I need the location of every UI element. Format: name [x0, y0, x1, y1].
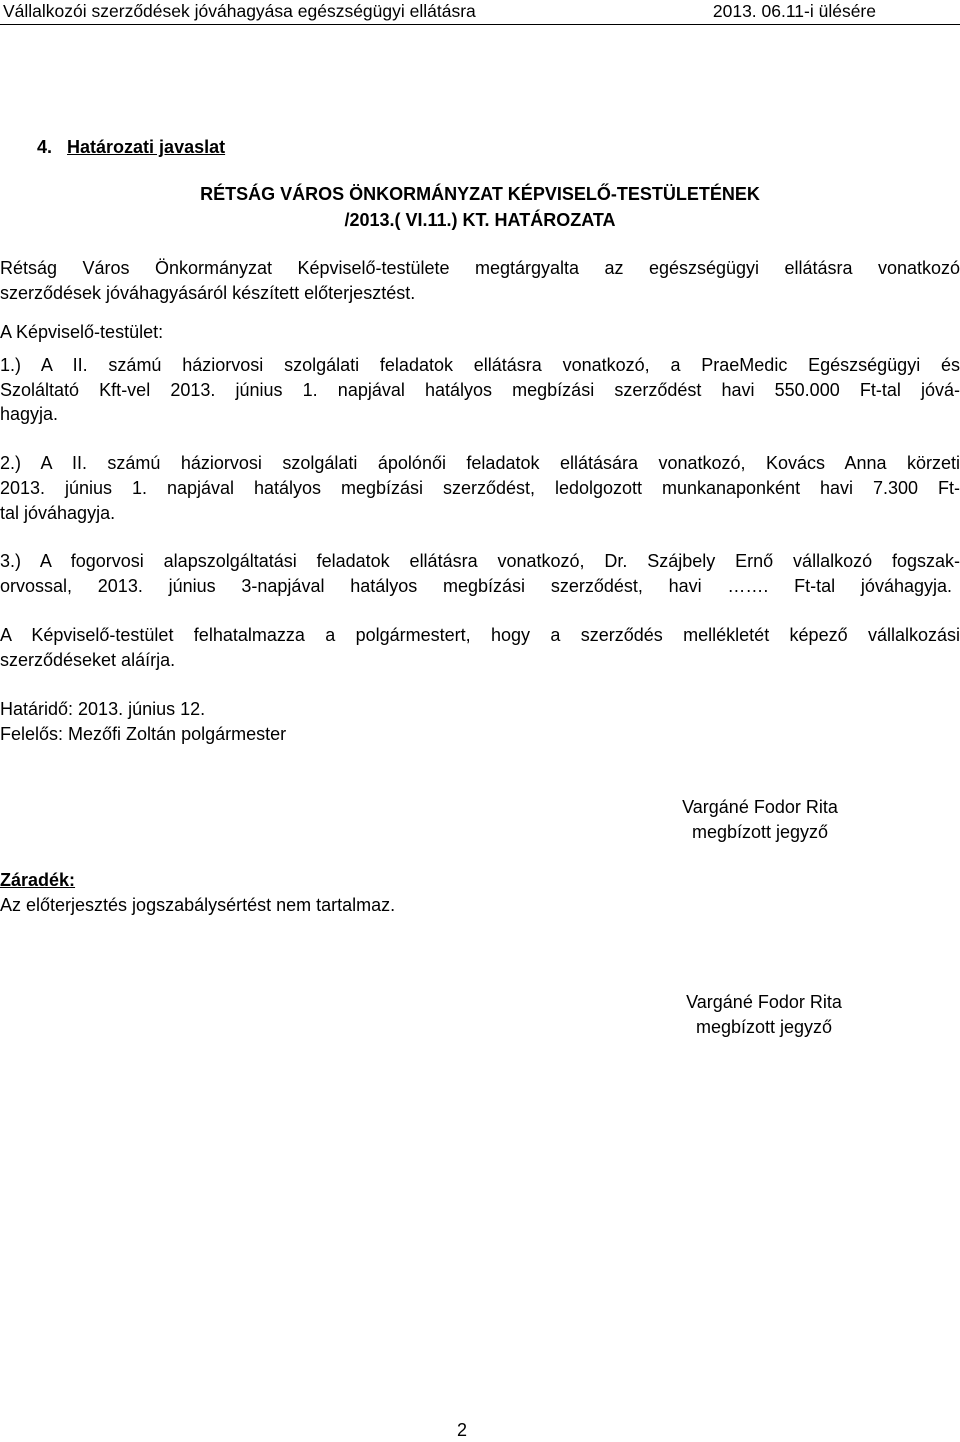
signature-1-title: megbízott jegyző — [691, 822, 829, 842]
resolution-heading-1: RÉTSÁG VÁROS ÖNKORMÁNYZAT KÉPVISELŐ-TESTÜLETÉNEK — [200, 184, 760, 204]
section-heading — [37, 137, 225, 158]
intro-line-1: Rétság Város Önkormányzat Képviselő-testülete megtárgyalta az egészségügyi ellátásra vonatkozó — [0, 258, 960, 278]
clause-text: Az előterjesztés jogszabálysértést nem tartalmaz. — [0, 895, 396, 915]
item-3-line-2: orvossal, 2013. június 3-napjával hatályos megbízási szerződést, havi ……. Ft-tal jóváhagyja. — [0, 576, 952, 596]
authorization-line-2: szerződéseket aláírja. — [0, 650, 176, 670]
council-label: A Képviselő-testület: — [0, 322, 164, 342]
signature-2-title: megbízott jegyző — [695, 1017, 833, 1037]
section-title: Határozati javaslat — [67, 137, 226, 157]
item-2-line-2: 2013. június 1. napjával hatályos megbízási szerződést, ledolgozott munkanaponként havi 7.300 Ft- — [0, 478, 960, 498]
item-1-line-3: hagyja. — [0, 404, 59, 424]
deadline: Határidő: 2013. június 12. — [0, 699, 206, 719]
item-2-line-1: 2.) A II. számú háziorvosi szolgálati ápolónői feladatok ellátására vonatkozó, Kovács Anna körzeti — [0, 453, 960, 473]
responsible-person: Felelős: Mezőfi Zoltán polgármester — [0, 724, 287, 744]
item-2-line-3: tal jóváhagyja. — [0, 503, 116, 523]
intro-line-2: szerződések jóváhagyásáról készített előterjesztést. — [0, 283, 416, 303]
resolution-heading-2: /2013.( VI.11.) KT. HATÁROZATA — [344, 210, 616, 230]
signature-1-name: Vargáné Fodor Rita — [682, 797, 838, 817]
page-number: 2 — [457, 1420, 468, 1440]
item-1-line-2: Szoláltató Kft-vel 2013. június 1. napjával hatályos megbízási szerződést havi 550.000 Ft-tal jóvá- — [0, 380, 960, 400]
section-number: 4. — [37, 137, 53, 157]
item-1-line-1: 1.) A II. számú háziorvosi szolgálati feladatok ellátásra vonatkozó, a PraeMedic Egészségügyi és — [0, 355, 960, 375]
signature-2-name: Vargáné Fodor Rita — [686, 992, 842, 1012]
header-title: Vállalkozói szerződések jóváhagyása egészségügyi ellátásra — [3, 1, 476, 21]
authorization-line-1: A Képviselő-testület felhatalmazza a polgármestert, hogy a szerződés mellékletét képező vállalkozási — [0, 625, 960, 645]
page-header — [0, 0, 960, 25]
clause-label: Záradék: — [0, 870, 76, 890]
header-date: 2013. 06.11-i ülésére — [712, 1, 876, 21]
item-3-line-1: 3.) A fogorvosi alapszolgáltatási feladatok ellátásra vonatkozó, Dr. Szájbely Ernő vállalkozó fogszak- — [0, 551, 960, 571]
